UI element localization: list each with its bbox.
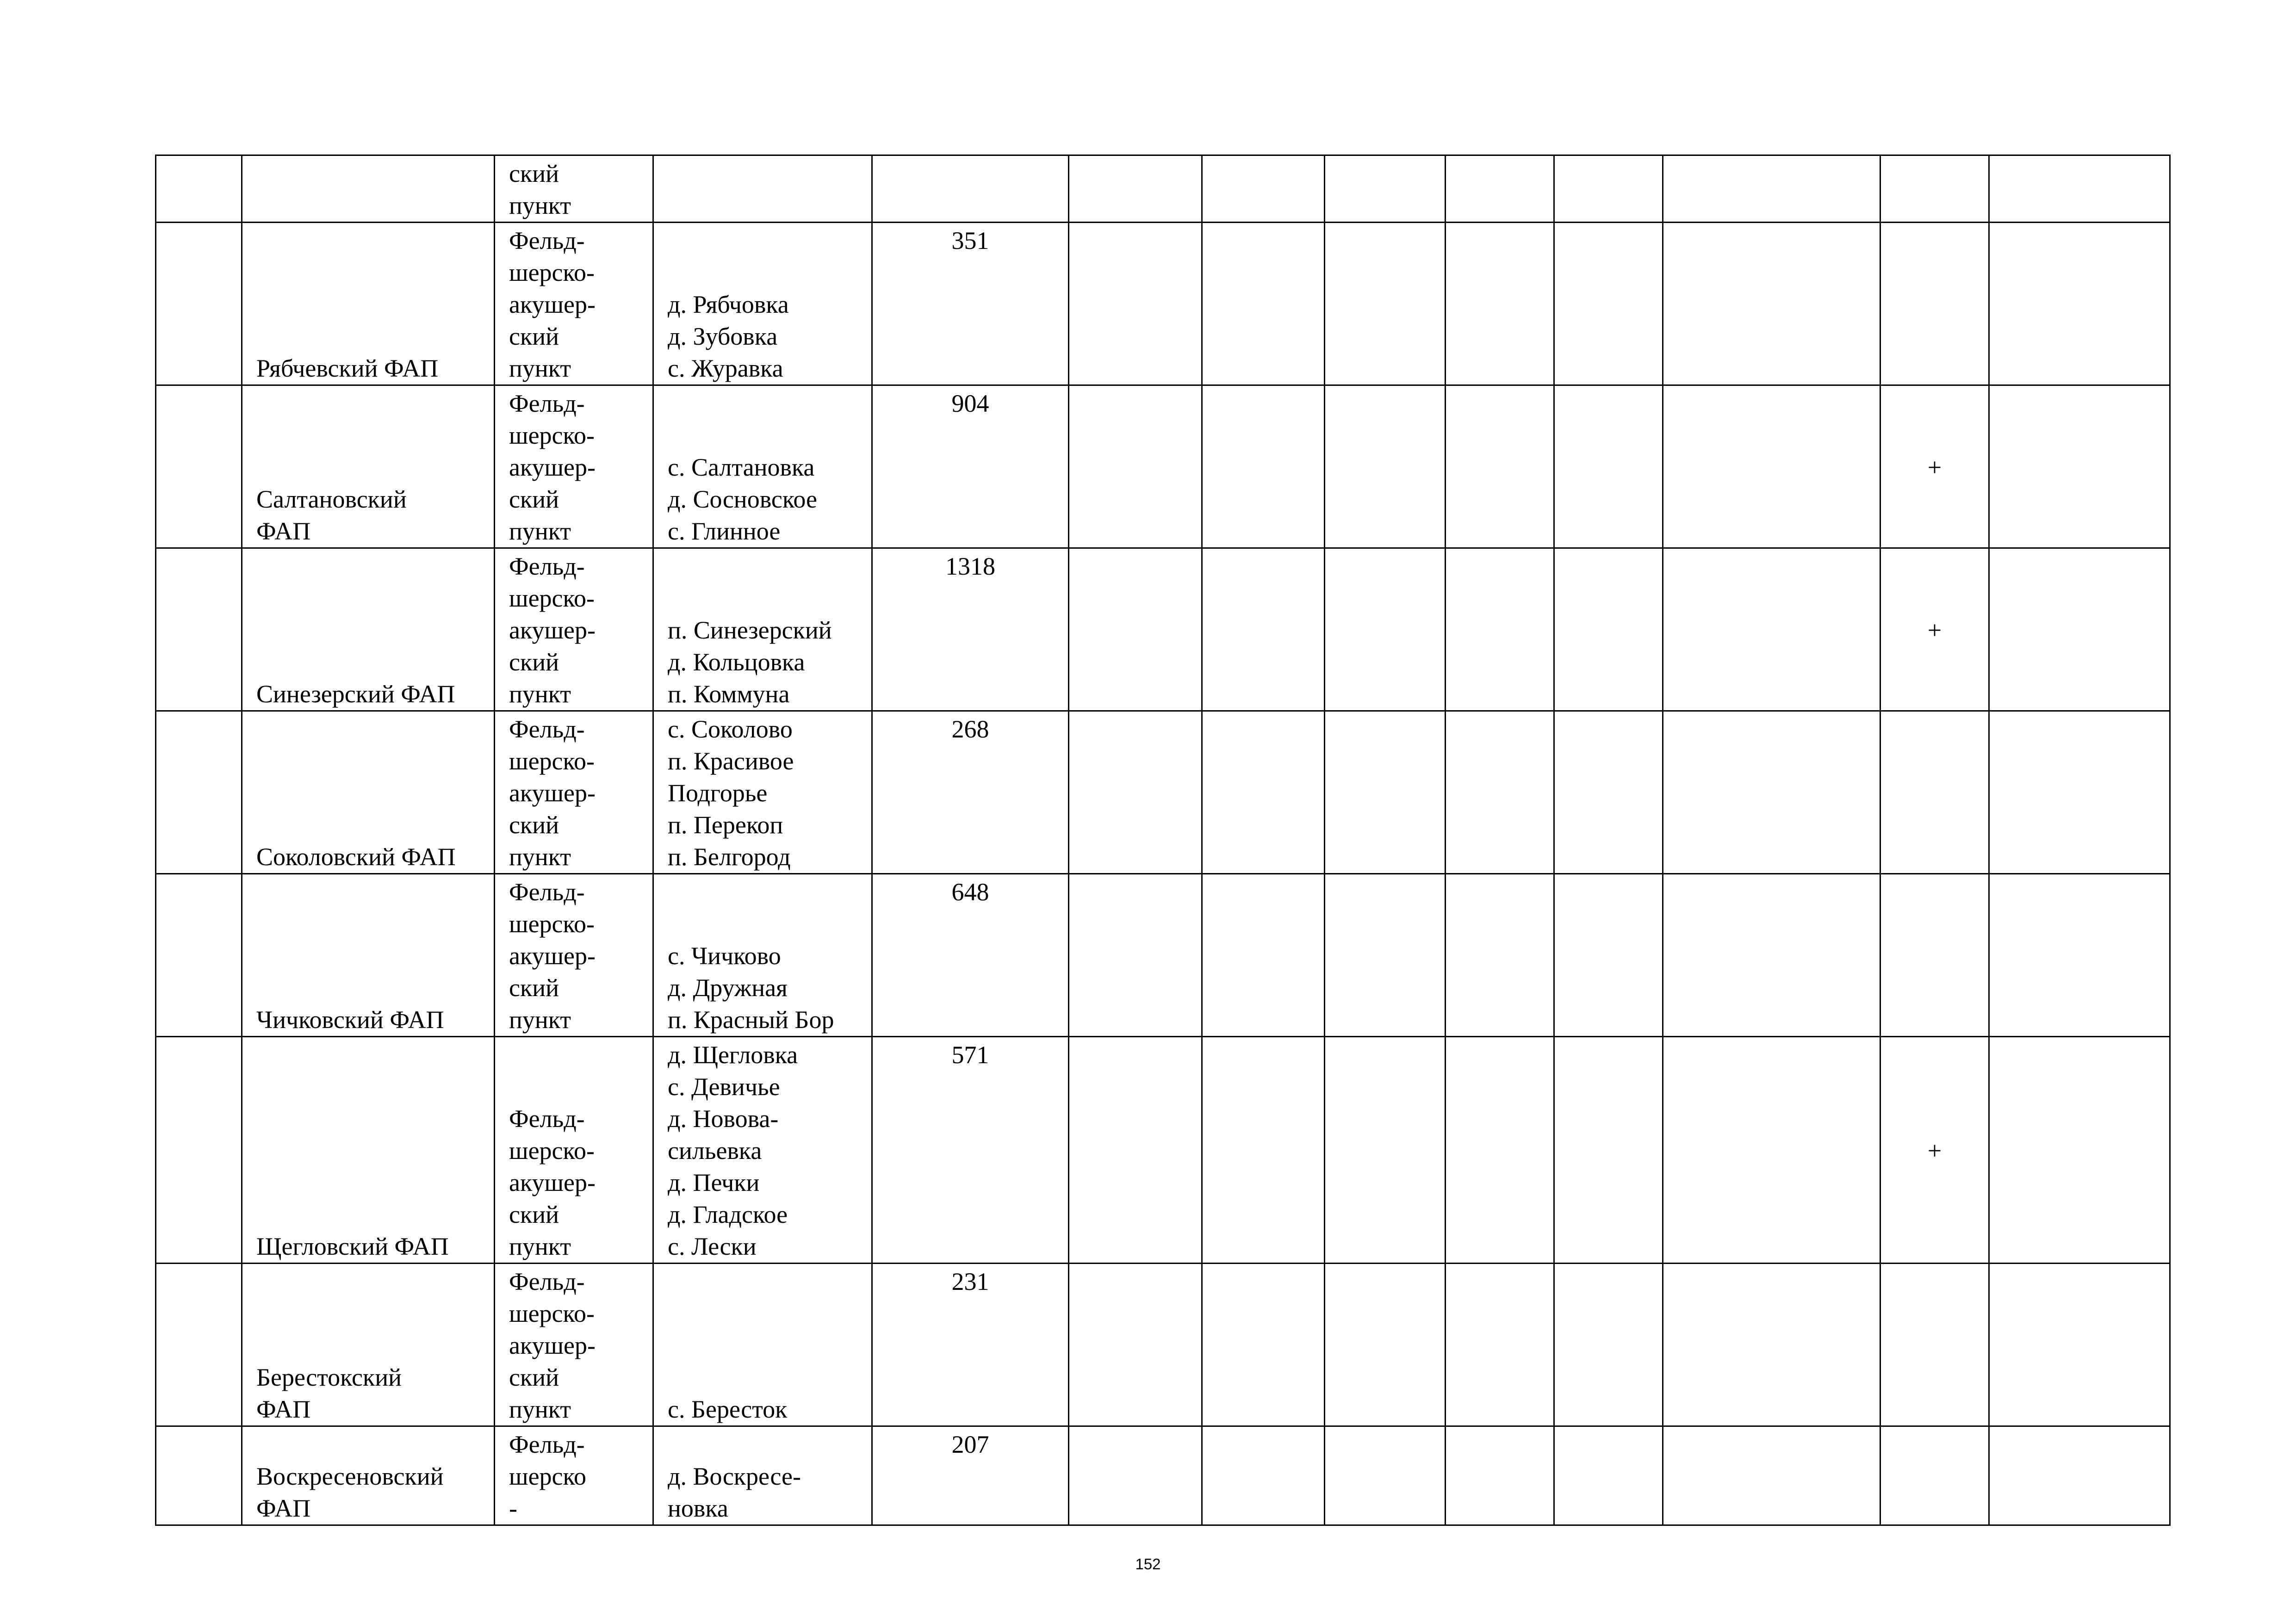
empty-cell: [1069, 223, 1202, 385]
mark-cell: [1880, 223, 1989, 385]
empty-cell: [1446, 711, 1554, 874]
settlements-cell-line: п. Перекоп: [668, 811, 783, 839]
index-cell: [156, 223, 242, 385]
population-value: 231: [951, 1268, 989, 1295]
population-cell: [872, 1264, 1069, 1426]
empty-cell: [1989, 711, 2170, 874]
population-cell: [872, 874, 1069, 1037]
population-cell: [872, 1426, 1069, 1525]
empty-cell: [1446, 385, 1554, 548]
facility-type-cell-line: акушер-: [509, 453, 596, 481]
empty-cell: [1325, 548, 1446, 711]
empty-cell: [1663, 1426, 1880, 1525]
empty-cell: [1554, 1264, 1663, 1426]
settlements-cell-line: с. Журавка: [668, 354, 783, 382]
table-row: [156, 1264, 2170, 1426]
facility-type-cell-line: Фельд-: [509, 1105, 585, 1133]
settlements-cell-line: новка: [668, 1494, 728, 1522]
population-cell: [872, 1037, 1069, 1264]
table-row: [156, 155, 2170, 223]
settlements-cell-line: д. Гладское: [668, 1201, 788, 1228]
population-value: 268: [951, 715, 989, 743]
facility-type-cell: [495, 874, 653, 1037]
empty-cell: [1663, 1037, 1880, 1264]
facility-type-cell: [495, 1264, 653, 1426]
empty-cell: [1554, 548, 1663, 711]
empty-cell: [1989, 223, 2170, 385]
empty-cell: [1989, 874, 2170, 1037]
settlements-cell-line: д. Сосновское: [668, 485, 817, 513]
settlements-cell: [653, 385, 872, 548]
facility-type-cell: [495, 223, 653, 385]
facility-name-cell-line: Салтановский: [256, 485, 407, 513]
table-row: [156, 385, 2170, 548]
facility-type-cell-line: Фельд-: [509, 878, 585, 906]
empty-cell: [1446, 223, 1554, 385]
mark-cell: [1880, 1264, 1989, 1426]
settlements-cell-line: д. Печки: [668, 1169, 760, 1196]
index-cell: [156, 1264, 242, 1426]
settlements-cell-line: д. Зубовка: [668, 322, 778, 350]
facility-type-cell-line: -: [509, 1494, 517, 1522]
facility-name-cell: [242, 155, 495, 223]
empty-cell: [1325, 385, 1446, 548]
settlements-cell-line: п. Красивое: [668, 747, 794, 775]
facility-type-cell-line: акушер-: [509, 779, 596, 807]
facility-name-cell: [242, 1037, 495, 1264]
facility-name-cell-line: Чичковский ФАП: [256, 1006, 444, 1034]
page-number: 152: [1135, 1555, 1161, 1573]
empty-cell: [1989, 1264, 2170, 1426]
facility-type-cell: [495, 1426, 653, 1525]
facilities-table: [155, 155, 2171, 1526]
empty-cell: [1989, 385, 2170, 548]
population-cell: [872, 155, 1069, 223]
plus-mark: +: [1927, 1137, 1942, 1165]
facility-name-cell: [242, 548, 495, 711]
facility-type-cell-line: акушер-: [509, 291, 596, 318]
empty-cell: [1663, 385, 1880, 548]
settlements-cell-line: Подгорье: [668, 779, 768, 807]
settlements-cell: [653, 155, 872, 223]
settlements-cell-line: п. Красный Бор: [668, 1006, 834, 1034]
settlements-cell-line: п. Белгород: [668, 843, 791, 871]
mark-cell: [1880, 1037, 1989, 1264]
settlements-cell-line: д. Воскресе-: [668, 1462, 801, 1490]
settlements-cell-line: п. Коммуна: [668, 680, 790, 708]
empty-cell: [1446, 1037, 1554, 1264]
empty-cell: [1989, 155, 2170, 223]
empty-cell: [1202, 874, 1325, 1037]
facility-type-cell-line: пункт: [509, 680, 571, 708]
settlements-cell-line: с. Глинное: [668, 517, 781, 545]
empty-cell: [1069, 1264, 1202, 1426]
empty-cell: [1554, 155, 1663, 223]
mark-cell: [1880, 874, 1989, 1037]
settlements-cell-line: с. Чичково: [668, 942, 781, 970]
index-cell: [156, 874, 242, 1037]
settlements-cell-line: с. Лески: [668, 1233, 757, 1260]
empty-cell: [1989, 1426, 2170, 1525]
empty-cell: [1989, 548, 2170, 711]
empty-cell: [1069, 1037, 1202, 1264]
facility-name-cell-line: Щегловский ФАП: [256, 1233, 449, 1260]
empty-cell: [1554, 1037, 1663, 1264]
empty-cell: [1325, 1264, 1446, 1426]
empty-cell: [1554, 385, 1663, 548]
settlements-cell-line: д. Рябчовка: [668, 291, 789, 318]
facility-type-cell: [495, 548, 653, 711]
empty-cell: [1202, 711, 1325, 874]
mark-cell: [1880, 548, 1989, 711]
table-row: [156, 1037, 2170, 1264]
facility-type-cell-line: шерско: [509, 1462, 587, 1490]
facility-type-cell-line: акушер-: [509, 942, 596, 970]
settlements-cell-line: д. Кольцовка: [668, 648, 805, 676]
facility-name-cell: [242, 223, 495, 385]
facility-type-cell-line: акушер-: [509, 1332, 596, 1359]
facility-type-cell-line: ский: [509, 1363, 559, 1391]
settlements-cell-line: д. Новова-: [668, 1105, 779, 1133]
facility-name-cell-line: Воскресеновский: [256, 1462, 444, 1490]
empty-cell: [1554, 223, 1663, 385]
plus-mark: +: [1927, 453, 1942, 481]
facility-type-cell: [495, 1037, 653, 1264]
facility-type-cell-line: ский: [509, 322, 559, 350]
empty-cell: [1069, 711, 1202, 874]
empty-cell: [1202, 1264, 1325, 1426]
facility-type-cell-line: акушер-: [509, 1169, 596, 1196]
facility-type-cell-line: шерско-: [509, 910, 595, 938]
empty-cell: [1069, 548, 1202, 711]
settlements-cell: [653, 1426, 872, 1525]
empty-cell: [1202, 548, 1325, 711]
facility-name-cell: [242, 874, 495, 1037]
mark-cell: [1880, 385, 1989, 548]
settlements-cell-line: д. Дружная: [668, 974, 788, 1002]
facility-type-cell-line: шерско-: [509, 584, 595, 612]
facility-type-cell-line: Фельд-: [509, 390, 585, 417]
empty-cell: [1554, 874, 1663, 1037]
facility-type-cell-line: пункт: [509, 1395, 571, 1423]
empty-cell: [1325, 1426, 1446, 1525]
empty-cell: [1069, 1426, 1202, 1525]
population-cell: [872, 385, 1069, 548]
empty-cell: [1663, 874, 1880, 1037]
empty-cell: [1325, 874, 1446, 1037]
facility-type-cell: [495, 385, 653, 548]
table-row: [156, 223, 2170, 385]
settlements-cell-line: п. Синезерский: [668, 616, 832, 644]
population-cell: [872, 711, 1069, 874]
empty-cell: [1069, 385, 1202, 548]
facility-type-cell-line: Фельд-: [509, 1268, 585, 1295]
settlements-cell-line: с. Соколово: [668, 715, 793, 743]
facility-name-cell-line: Берестокский: [256, 1363, 402, 1391]
mark-cell: [1880, 155, 1989, 223]
settlements-cell-line: сильевка: [668, 1137, 762, 1165]
plus-mark: +: [1927, 616, 1942, 644]
settlements-cell: [653, 711, 872, 874]
empty-cell: [1446, 548, 1554, 711]
facility-type-cell-line: Фельд-: [509, 1431, 585, 1458]
empty-cell: [1202, 1426, 1325, 1525]
population-value: 904: [951, 390, 989, 417]
empty-cell: [1325, 711, 1446, 874]
facility-name-cell: [242, 385, 495, 548]
facility-type-cell-line: шерско-: [509, 421, 595, 449]
settlements-cell: [653, 874, 872, 1037]
settlements-cell-line: с. Бересток: [668, 1395, 788, 1423]
facility-name-cell-line: Синезерский ФАП: [256, 680, 455, 708]
table-row: [156, 874, 2170, 1037]
facility-type-cell-line: Фельд-: [509, 227, 585, 254]
facility-type-cell: [495, 155, 653, 223]
index-cell: [156, 711, 242, 874]
index-cell: [156, 1037, 242, 1264]
facility-type-cell-line: шерско-: [509, 1300, 595, 1327]
facility-name-cell-line: ФАП: [256, 517, 311, 545]
empty-cell: [1554, 1426, 1663, 1525]
empty-cell: [1446, 874, 1554, 1037]
table-row: [156, 548, 2170, 711]
index-cell: [156, 385, 242, 548]
facility-type-cell-line: шерско-: [509, 259, 595, 286]
facility-type-cell-line: пункт: [509, 1006, 571, 1034]
empty-cell: [1989, 1037, 2170, 1264]
empty-cell: [1202, 155, 1325, 223]
facility-type-cell-line: шерско-: [509, 747, 595, 775]
settlements-cell: [653, 548, 872, 711]
empty-cell: [1663, 711, 1880, 874]
table-row: [156, 711, 2170, 874]
settlements-cell: [653, 223, 872, 385]
population-value: 351: [951, 227, 989, 254]
empty-cell: [1554, 711, 1663, 874]
facility-name-cell: [242, 1426, 495, 1525]
empty-cell: [1069, 874, 1202, 1037]
empty-cell: [1325, 223, 1446, 385]
population-cell: [872, 223, 1069, 385]
population-value: 207: [951, 1431, 989, 1458]
empty-cell: [1325, 1037, 1446, 1264]
facility-type-cell: [495, 711, 653, 874]
facility-type-cell-line: Фельд-: [509, 715, 585, 743]
facility-type-cell-line: пункт: [509, 1233, 571, 1260]
facility-type-cell-line: ский: [509, 974, 559, 1002]
facility-name-cell: [242, 711, 495, 874]
empty-cell: [1446, 1264, 1554, 1426]
empty-cell: [1663, 155, 1880, 223]
facility-type-cell-line: ский: [509, 1201, 559, 1228]
facility-type-cell-line: Фельд-: [509, 552, 585, 580]
empty-cell: [1202, 385, 1325, 548]
index-cell: [156, 1426, 242, 1525]
empty-cell: [1202, 223, 1325, 385]
index-cell: [156, 155, 242, 223]
index-cell: [156, 548, 242, 711]
settlements-cell-line: с. Девичье: [668, 1073, 780, 1101]
empty-cell: [1663, 223, 1880, 385]
facility-name-cell-line: Рябчевский ФАП: [256, 354, 439, 382]
table-body: [156, 155, 2170, 1525]
settlements-cell: [653, 1037, 872, 1264]
mark-cell: [1880, 711, 1989, 874]
facility-type-cell-line: пункт: [509, 517, 571, 545]
population-value: 648: [951, 878, 989, 906]
facility-type-cell-line: шерско-: [509, 1137, 595, 1165]
facility-type-cell-line: пункт: [509, 843, 571, 871]
empty-cell: [1663, 548, 1880, 711]
facility-type-cell-line: ский: [509, 648, 559, 676]
facility-type-cell-line: акушер-: [509, 616, 596, 644]
facility-name-cell-line: ФАП: [256, 1494, 311, 1522]
facility-type-cell-line: ский: [509, 485, 559, 513]
population-cell: [872, 548, 1069, 711]
settlements-cell-line: с. Салтановка: [668, 453, 815, 481]
empty-cell: [1202, 1037, 1325, 1264]
table-row: [156, 1426, 2170, 1525]
empty-cell: [1446, 1426, 1554, 1525]
empty-cell: [1446, 155, 1554, 223]
facility-name-cell: [242, 1264, 495, 1426]
facility-name-cell-line: Соколовский ФАП: [256, 843, 456, 871]
facility-type-cell-line: пункт: [509, 354, 571, 382]
population-value: 1318: [945, 552, 995, 580]
mark-cell: [1880, 1426, 1989, 1525]
facility-type-cell-line: пункт: [509, 192, 571, 219]
population-value: 571: [951, 1041, 989, 1069]
empty-cell: [1069, 155, 1202, 223]
empty-cell: [1325, 155, 1446, 223]
facility-type-cell-line: ский: [509, 811, 559, 839]
facility-type-cell-line: ский: [509, 160, 559, 187]
settlements-cell-line: д. Щегловка: [668, 1041, 798, 1069]
settlements-cell: [653, 1264, 872, 1426]
empty-cell: [1663, 1264, 1880, 1426]
facility-name-cell-line: ФАП: [256, 1395, 311, 1423]
